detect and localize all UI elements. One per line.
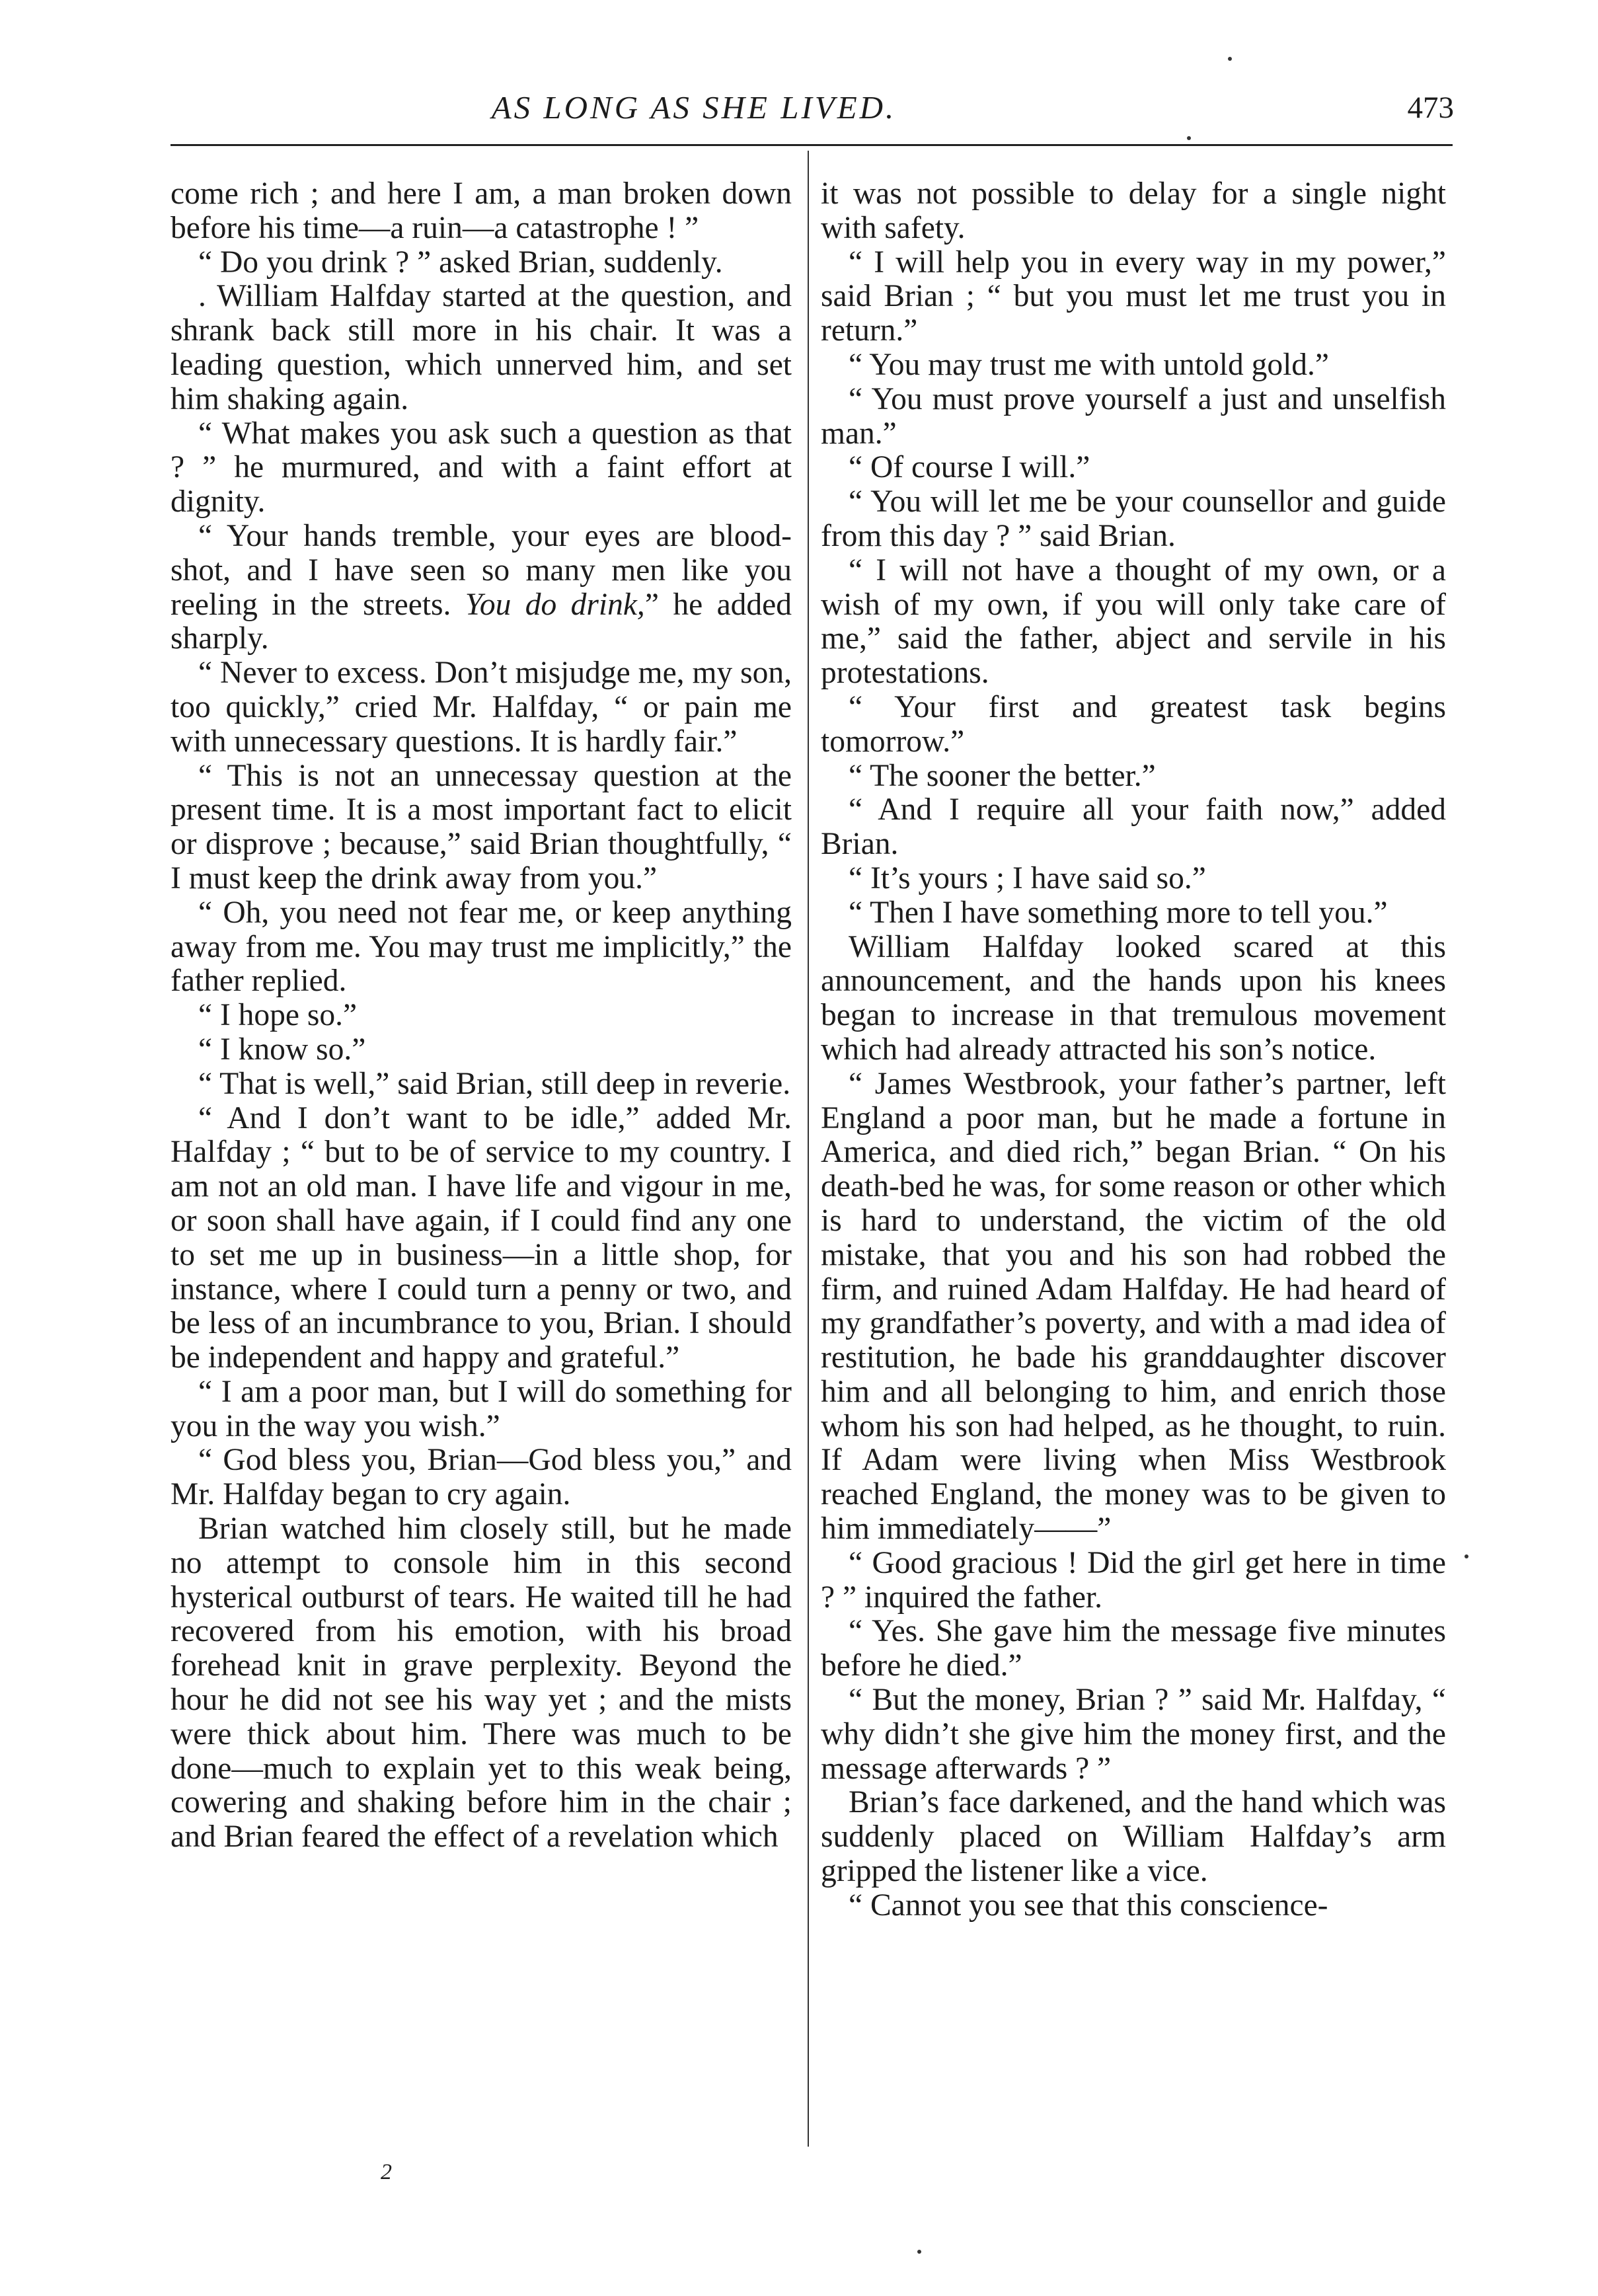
left-column [171,177,792,1855]
paragraph: “ And I don’t want to be idle,” added Mr. Halfday ; “ but to be of service to my country. I am not an old man. I have life and vigour in me, or soon shall have again, if I could find any one to set me up in business—in a little shop, for instance, where I could turn a penny or two, and be less of an incumbrance to you, Brian. I should be independent and happy and grateful.” [171,1100,792,1375]
printer-signature-mark: 2 [381,2160,392,2184]
paragraph: “ Your first and greatest task begins tomorrow.” [821,689,1446,759]
paragraph: Brian watched him closely still, but he made no attempt to console him in this second hysterical outburst of tears. He waited till he had recovered from his emotion, with his broad forehead knit in grave perplexity. Beyond the hour he did not see his way yet ; and the mists were thick about him. There was much to be done—much to explain yet to this weak being, cowering and shaking before him in the chair ; and Brian feared the effect of a revelation which [171,1512,792,1855]
header-rule [171,144,1453,146]
print-speck [917,2250,921,2254]
paragraph: “ I hope so.” [198,998,358,1033]
paragraph: “ Good gracious ! Did the girl get here in time ? ” inquired the father. [821,1545,1446,1615]
paragraph: “ You may trust me with untold gold.” [849,347,1329,382]
paragraph: “ I know so.” [198,1032,366,1067]
print-speck [1187,136,1191,140]
running-head [172,85,1454,131]
italic-phrase: You do drink, [465,587,645,622]
paragraph: “ You will let me be your counsellor and guide from this day ? ” said Brian. [821,484,1446,553]
paragraph: “ I am a poor man, but I will do something for you in the way you wish.” [171,1374,792,1443]
paragraph: “ The sooner the better.” [849,758,1156,793]
paragraph: William Halfday looked scared at this announcement, and the hands upon his knees began to increase in that tremulous movement which had already attracted his son’s notice. [821,929,1446,1067]
paragraph: . William Halfday started at the question, and shrank back still more in his chair. It was a leading question, which unnerved him, and set him shaking again. [171,279,792,416]
paragraph: “ And I require all your faith now,” added Brian. [821,792,1446,862]
paragraph: “ What makes you ask such a question as that ? ” he murmured, and with a faint effort at dignity. [171,416,792,519]
paragraph: it was not possible to delay for a single night with safety. [821,176,1446,245]
paragraph [171,519,792,656]
paragraph: “ That is well,” said Brian, still deep in reverie. [198,1066,791,1101]
paragraph: “ This is not an unnecessay question at the present time. It is a most important fact to elicit or disprove ; because,” said Brian thoughtfully, “ I must keep the drink away from you.” [171,758,792,896]
paragraph: “ I will not have a thought of my own, or a wish of my own, if you will only take care of me,” said the father, abject and servile in his protestations. [821,553,1446,691]
paragraph: come rich ; and here I am, a man broken down before his time—a ruin—a catastrophe ! ” [171,176,792,245]
paragraph: “ Do you drink ? ” asked Brian, suddenly. [198,245,723,280]
paragraph: “ You must prove yourself a just and unselfish man.” [821,381,1446,451]
paragraph: “ Then I have something more to tell you.” [849,895,1388,930]
paragraph: “ Cannot you see that this conscience- [849,1888,1328,1923]
right-column [821,177,1446,1923]
paragraph: “ I will help you in every way in my power,” said Brian ; “ but you must let me trust you in return.” [821,245,1446,348]
paragraph: “ Never to excess. Don’t misjudge me, my son, too quickly,” cried Mr. Halfday, “ or pain me with unnecessary questions. It is hardly fair.” [171,656,792,759]
paragraph: “ Oh, you need not fear me, or keep anything away from me. You may trust me implicitly,” the father replied. [171,895,792,999]
paragraph: “ It’s yours ; I have said so.” [849,861,1206,896]
paragraph-text: ” he added sharply. [171,587,792,656]
paragraph: “ Yes. She gave him the message five minutes before he died.” [821,1614,1446,1683]
print-speck [1228,57,1232,61]
page-number: 473 [1407,91,1454,125]
paragraph: “ Of course I will.” [849,450,1090,485]
paragraph: “ God bless you, Brian—God bless you,” and Mr. Halfday began to cry again. [171,1443,792,1512]
running-title: AS LONG AS SHE LIVED. [491,89,897,126]
column-divider [808,151,809,2147]
print-speck [1465,1554,1468,1558]
paragraph: “ But the money, Brian ? ” said Mr. Halfday, “ why didn’t she give him the money first, and the message afterwards ? ” [821,1683,1446,1786]
paragraph: Brian’s face darkened, and the hand which was suddenly placed on William Halfday’s arm gripped the listener like a vice. [821,1785,1446,1889]
paragraph: “ James Westbrook, your father’s partner, left England a poor man, but he made a fortune in America, and died rich,” began Brian. “ On his death-bed he was, for some reason or other which is hard to understand, the victim of the old mistake, that you and his son had robbed the firm, and ruined Adam Halfday. He had heard of my grandfather’s poverty, and with a mad idea of restitution, he bade his granddaughter discover him and all belonging to him, and enrich those whom his son had helped, as he thought, to ruin. If Adam were living when Miss Westbrook reached England, the money was to be given to him immediately——” [821,1066,1446,1547]
paragraph-text: “ Your hands tremble, your eyes are blood-shot, and I have seen so many men like you reeling in the streets. [171,518,792,622]
